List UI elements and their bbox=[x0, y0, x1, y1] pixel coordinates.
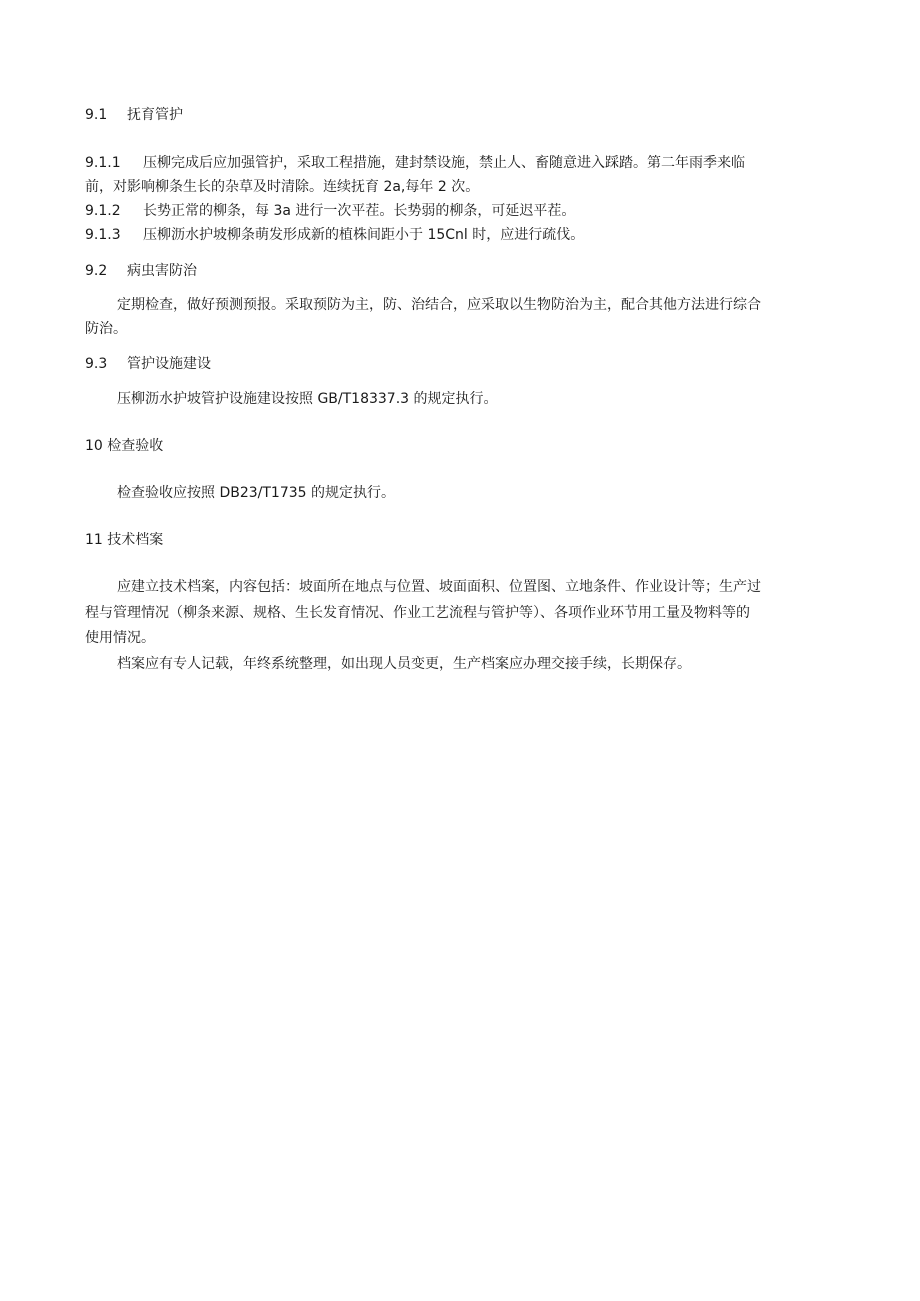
heading-9-3 bbox=[85, 352, 211, 376]
paragraph-9-2-line2: 防治。 bbox=[85, 321, 127, 337]
clause-number: 9.1.2 bbox=[85, 203, 121, 219]
paragraph-11-p2: 档案应有专人记载，年终系统整理，如出现人员变更，生产档案应办理交接手续，长期保存。 bbox=[117, 656, 691, 672]
paragraph-11-line3: 使用情况。 bbox=[85, 630, 155, 646]
clause-9-1-1-line1 bbox=[85, 151, 745, 175]
paragraph-9-2-line1: 定期检查，做好预测预报。采取预防为主，防、治结合，应采取以生物防治为主，配合其他方法进行综合 bbox=[117, 297, 761, 313]
heading-10: 10 检查验收 bbox=[85, 438, 164, 454]
section-title: 抚育管护 bbox=[127, 107, 183, 123]
clause-9-1-3 bbox=[85, 223, 584, 247]
clause-number: 9.1.3 bbox=[85, 227, 121, 243]
section-number: 9.2 bbox=[85, 263, 108, 279]
clause-text: 压柳沥水护坡柳条萌发形成新的植株间距小于 15Cnl 时，应进行疏伐。 bbox=[143, 227, 585, 243]
section-number: 9.1 bbox=[85, 107, 108, 123]
clause-9-1-1-line2: 前，对影响柳条生长的杂草及时清除。连续抚育 2a,每年 2 次。 bbox=[85, 179, 480, 195]
paragraph-11-line1: 应建立技术档案，内容包括：坡面所在地点与位置、坡面面积、位置图、立地条件、作业设计等；生产过 bbox=[117, 579, 761, 595]
clause-text: 压柳完成后应加强管护，采取工程措施，建封禁设施，禁止人、畜随意进入踩踏。第二年雨季来临 bbox=[143, 155, 745, 171]
clause-number: 9.1.1 bbox=[85, 155, 121, 171]
section-number: 9.3 bbox=[85, 356, 108, 372]
heading-9-1 bbox=[85, 103, 183, 127]
heading-9-2 bbox=[85, 259, 197, 283]
section-title: 管护设施建设 bbox=[127, 356, 211, 372]
paragraph-9-3: 压柳沥水护坡管护设施建设按照 GB/T18337.3 的规定执行。 bbox=[117, 391, 498, 407]
clause-text: 长势正常的柳条，每 3a 进行一次平茬。长势弱的柳条，可延迟平茬。 bbox=[143, 203, 576, 219]
paragraph-11-line2: 程与管理情况（柳条来源、规格、生长发育情况、作业工艺流程与管护等）、各项作业环节用工量及物料等的 bbox=[85, 605, 750, 621]
paragraph-10: 检查验收应按照 DB23/T1735 的规定执行。 bbox=[117, 485, 395, 501]
section-title: 病虫害防治 bbox=[127, 263, 197, 279]
clause-9-1-2 bbox=[85, 199, 575, 223]
heading-11: 11 技术档案 bbox=[85, 532, 164, 548]
